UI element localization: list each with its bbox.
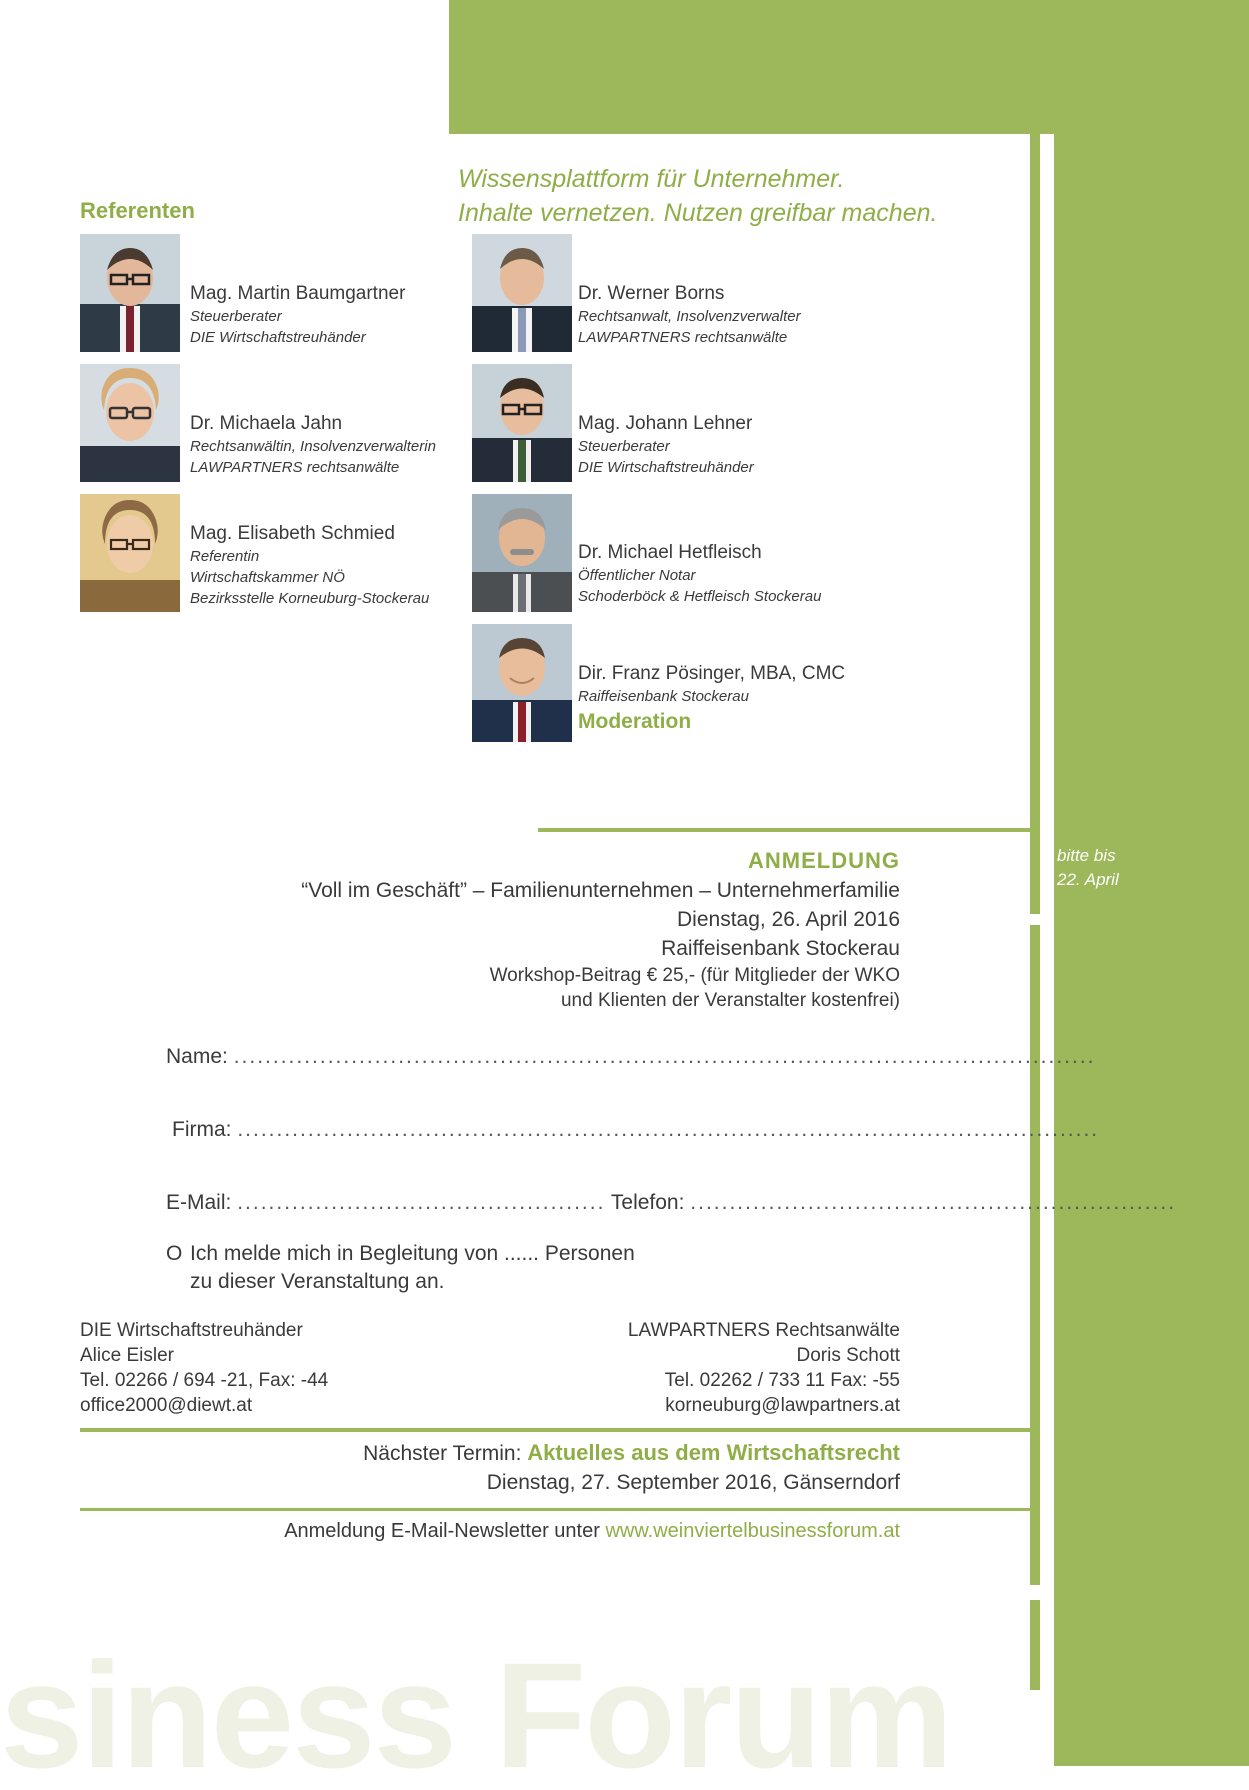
claim-line-1: Wissensplattform für Unternehmer. xyxy=(458,165,845,193)
anmeldung-title: ANMELDUNG xyxy=(748,848,900,873)
page-title-referenten: Referenten xyxy=(80,198,195,223)
portrait-photo xyxy=(80,234,180,352)
speaker-role: Steuerberater xyxy=(190,308,282,325)
speaker-name: Dr. Michael Hetfleisch xyxy=(578,542,762,563)
divider-bottom xyxy=(80,1428,1030,1432)
speaker-org: Schoderböck & Hetfleisch Stockerau xyxy=(578,588,822,605)
anmeldung-date: Dienstag, 26. April 2016 xyxy=(677,908,900,931)
speaker-name: Mag. Martin Baumgartner xyxy=(190,283,406,304)
speaker-org-2: Bezirksstelle Korneuburg-Stockerau xyxy=(190,590,430,607)
speaker-info xyxy=(578,412,754,478)
contact-phone: Tel. 02262 / 733 11 Fax: -55 xyxy=(664,1370,900,1391)
deadline-line-2: 22. April xyxy=(1057,870,1119,889)
portrait-photo xyxy=(80,364,180,482)
claim-block xyxy=(458,162,1018,230)
next-event-line xyxy=(200,1438,900,1468)
claim-line-2: Inhalte vernetzen. Nutzen greifbar machen. xyxy=(458,199,938,227)
avatar xyxy=(78,362,182,484)
portrait-photo xyxy=(80,494,180,612)
avatar xyxy=(470,232,574,354)
field-name-input[interactable]: .............................................................................................................. xyxy=(233,1045,1096,1068)
begleitung-checkbox-row[interactable] xyxy=(166,1240,635,1296)
anmeldung-fee-line-1: Workshop-Beitrag € 25,- (für Mitglieder der WKO xyxy=(489,965,900,986)
field-firma[interactable] xyxy=(172,1118,1099,1142)
speaker-org: LAWPARTNERS rechtsanwälte xyxy=(190,459,400,476)
field-firma-input[interactable]: .............................................................................................................. xyxy=(237,1118,1100,1141)
anmeldung-venue: Raiffeisenbank Stockerau xyxy=(661,937,900,960)
contact-phone: Tel. 02266 / 694 -21, Fax: -44 xyxy=(80,1370,329,1391)
newsletter-url[interactable]: www.weinviertelbusinessforum.at xyxy=(605,1520,900,1542)
avatar xyxy=(470,362,574,484)
speaker-info xyxy=(190,412,436,478)
contact-person: Alice Eisler xyxy=(80,1345,174,1366)
moderation-label: Moderation xyxy=(578,710,692,733)
speaker-org: LAWPARTNERS rechtsanwälte xyxy=(578,329,788,346)
contact-email[interactable]: korneuburg@lawpartners.at xyxy=(665,1395,900,1416)
begleitung-line-2: zu dieser Veranstaltung an. xyxy=(190,1270,445,1293)
field-telefon-label: Telefon: xyxy=(610,1191,685,1214)
speaker-role: Referentin xyxy=(190,548,260,565)
begleitung-line-1: Ich melde mich in Begleitung von ...... Personen xyxy=(190,1242,635,1265)
deadline-note xyxy=(1057,844,1237,892)
contact-org: LAWPARTNERS Rechtsanwälte xyxy=(627,1320,900,1341)
field-name-label: Name: xyxy=(166,1045,228,1068)
speaker-info xyxy=(190,522,429,609)
field-email-label: E-Mail: xyxy=(166,1191,232,1214)
contact-org: DIE Wirtschaftstreuhänder xyxy=(80,1320,303,1341)
divider-newsletter xyxy=(80,1508,1030,1511)
next-event-title: Aktuelles aus dem Wirtschaftsrecht xyxy=(527,1440,900,1465)
speaker-role: Öffentlicher Notar xyxy=(578,567,696,584)
avatar xyxy=(470,492,574,614)
portrait-photo xyxy=(472,494,572,612)
speaker-org: Wirtschaftskammer NÖ xyxy=(190,569,345,586)
vertical-rule-middle xyxy=(1030,925,1040,1585)
avatar xyxy=(78,492,182,614)
field-email-telefon[interactable] xyxy=(166,1191,1176,1215)
field-firma-label: Firma: xyxy=(172,1118,232,1141)
anmeldung-block xyxy=(240,846,900,1013)
contact-email[interactable]: office2000@diewt.at xyxy=(80,1395,253,1416)
portrait-photo xyxy=(472,364,572,482)
watermark-text: siness Forum xyxy=(0,1640,952,1790)
divider-anmeldung xyxy=(538,828,1030,832)
deadline-line-1: bitte bis xyxy=(1057,846,1116,865)
avatar xyxy=(470,622,574,744)
field-email-input[interactable]: ............................................... xyxy=(237,1191,606,1214)
speaker-info xyxy=(578,282,801,348)
speaker-role: Steuerberater xyxy=(578,438,670,455)
newsletter-line xyxy=(140,1520,900,1543)
field-name[interactable] xyxy=(166,1045,1096,1069)
speaker-name: Dr. Michaela Jahn xyxy=(190,413,343,434)
newsletter-text: Anmeldung E-Mail-Newsletter unter xyxy=(284,1520,606,1542)
contact-diewt xyxy=(80,1318,328,1418)
speaker-name: Dr. Werner Borns xyxy=(578,283,725,304)
next-event-block xyxy=(200,1438,900,1497)
speaker-info xyxy=(578,662,845,707)
contact-person: Doris Schott xyxy=(796,1345,900,1366)
speaker-info xyxy=(190,282,405,348)
next-event-label: Nächster Termin: xyxy=(363,1442,522,1465)
anmeldung-subtitle: “Voll im Geschäft” – Familienunternehmen – Unternehmerfamilie xyxy=(301,879,900,902)
contact-lawpartners xyxy=(628,1318,900,1418)
speaker-name: Dir. Franz Pösinger, MBA, CMC xyxy=(578,663,846,684)
speaker-role: Raiffeisenbank Stockerau xyxy=(578,688,749,705)
portrait-photo xyxy=(472,234,572,352)
speaker-org: DIE Wirtschaftstreuhänder xyxy=(190,329,366,346)
speaker-org: DIE Wirtschaftstreuhänder xyxy=(578,459,754,476)
checkbox-icon[interactable]: O xyxy=(166,1242,183,1265)
speaker-name: Mag. Elisabeth Schmied xyxy=(190,523,395,544)
portrait-photo xyxy=(472,624,572,742)
speaker-name: Mag. Johann Lehner xyxy=(578,413,753,434)
next-event-date: Dienstag, 27. September 2016, Gänserndorf xyxy=(486,1471,900,1494)
speaker-role: Rechtsanwalt, Insolvenzverwalter xyxy=(578,308,801,325)
speaker-info xyxy=(578,541,821,607)
speaker-role: Rechtsanwältin, Insolvenzverwalterin xyxy=(190,438,436,455)
field-telefon-input[interactable]: .............................................................. xyxy=(690,1191,1177,1214)
avatar xyxy=(78,232,182,354)
right-white-gap xyxy=(1040,134,1054,1766)
top-green-block xyxy=(449,0,1050,134)
vertical-rule-top xyxy=(1030,134,1040,914)
anmeldung-fee-line-2: und Klienten der Veranstalter kostenfrei) xyxy=(560,990,900,1011)
